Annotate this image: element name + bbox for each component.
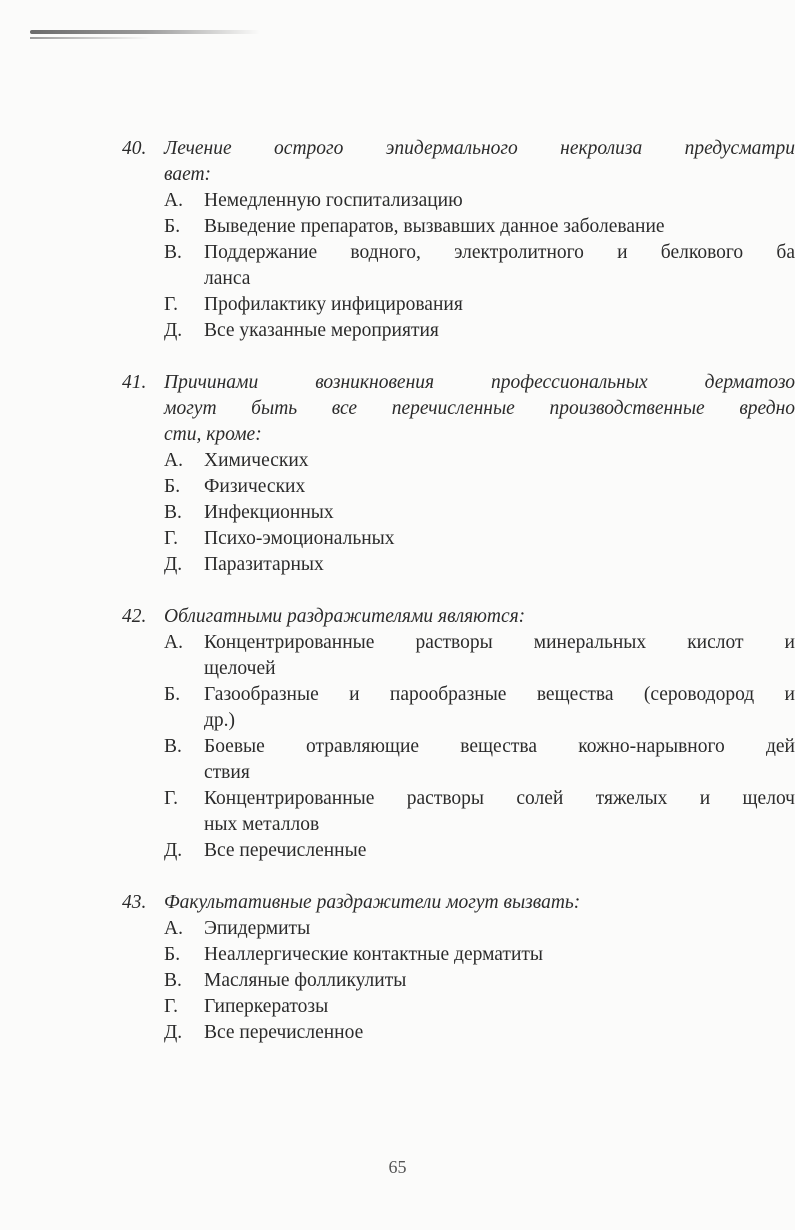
question-text (164, 136, 795, 188)
option-letter: Г. (164, 788, 178, 809)
option-text: Все указанные мероприятия (204, 320, 439, 341)
answer-option (164, 188, 795, 214)
option-letter: Б. (164, 216, 181, 237)
question-text-line: сти, кроме: (164, 424, 262, 445)
option-letter: Г. (164, 996, 178, 1017)
option-letter: В. (164, 736, 182, 757)
option-text: Газообразные и парообразные вещества (сероводород и (204, 684, 795, 705)
question-40 (122, 136, 795, 344)
scan-artifact (30, 37, 150, 39)
option-text: Боевые отравляющие вещества кожно-нарывного дей (204, 736, 795, 757)
option-letter: А. (164, 450, 183, 471)
answer-option (164, 994, 795, 1020)
answer-options (122, 448, 795, 578)
answer-option (164, 474, 795, 500)
answer-option (164, 240, 795, 292)
answer-option (164, 448, 795, 474)
option-letter: Г. (164, 294, 178, 315)
option-text: Немедленную госпитализацию (204, 190, 463, 211)
question-number: 40. (122, 138, 147, 159)
answer-option (164, 916, 795, 942)
option-text: Все перечисленные (204, 840, 367, 861)
option-letter: Д. (164, 1022, 183, 1043)
question-text-line: могут быть все перечисленные производственные вредно (164, 398, 795, 419)
option-text: Инфекционных (204, 502, 334, 523)
answer-option (164, 630, 795, 682)
option-letter: Д. (164, 840, 183, 861)
option-text: щелочей (204, 658, 276, 679)
option-text: Профилактику инфицирования (204, 294, 463, 315)
option-text: др.) (204, 710, 236, 731)
option-letter: Д. (164, 320, 183, 341)
question-number: 43. (122, 892, 147, 913)
page-content (122, 136, 795, 1096)
question-number: 41. (122, 372, 147, 393)
answer-option (164, 318, 795, 344)
answer-option (164, 500, 795, 526)
question-text (164, 890, 795, 916)
question-text-line: Облигатными раздражителями являются: (164, 606, 526, 627)
option-text: Гиперкератозы (204, 996, 329, 1017)
option-letter: Б. (164, 684, 181, 705)
option-letter: В. (164, 242, 182, 263)
question-text (164, 604, 795, 630)
question-text-line: Факультативные раздражители могут вызвать: (164, 892, 581, 913)
question-41 (122, 370, 795, 578)
option-text: Поддержание водного, электролитного и белкового ба (204, 242, 795, 263)
option-text: Физических (204, 476, 306, 497)
answer-option (164, 942, 795, 968)
option-text: Химических (204, 450, 309, 471)
option-text: Выведение препаратов, вызвавших данное заболевание (204, 216, 665, 237)
option-letter: Б. (164, 476, 181, 497)
answer-option (164, 552, 795, 578)
option-text: Концентрированные растворы солей тяжелых и щелоч (204, 788, 795, 809)
question-text-line: Лечение острого эпидермального некролиза предусматри (164, 138, 795, 159)
answer-option (164, 734, 795, 786)
answer-option (164, 1020, 795, 1046)
scan-artifact (30, 30, 260, 34)
answer-option (164, 682, 795, 734)
answer-option (164, 786, 795, 838)
option-letter: Д. (164, 554, 183, 575)
question-text-line: Причинами возникновения профессиональных дерматозо (164, 372, 795, 393)
answer-options (122, 188, 795, 344)
answer-option (164, 214, 795, 240)
option-letter: А. (164, 918, 183, 939)
option-letter: В. (164, 502, 182, 523)
question-42 (122, 604, 795, 864)
option-text: Неаллергические контактные дерматиты (204, 944, 544, 965)
option-text: ствия (204, 762, 250, 783)
answer-option (164, 968, 795, 994)
answer-options (122, 630, 795, 864)
option-text: Эпидермиты (204, 918, 311, 939)
answer-option (164, 838, 795, 864)
answer-option (164, 526, 795, 552)
option-text: Паразитарных (204, 554, 324, 575)
option-text: Масляные фолликулиты (204, 970, 407, 991)
answer-option (164, 292, 795, 318)
option-letter: Б. (164, 944, 181, 965)
question-text (164, 370, 795, 448)
option-text: ных металлов (204, 814, 320, 835)
option-text: Все перечисленное (204, 1022, 364, 1043)
question-text-line: вает: (164, 164, 212, 185)
question-43 (122, 890, 795, 1046)
option-letter: Г. (164, 528, 178, 549)
answer-options (122, 916, 795, 1046)
option-letter: А. (164, 632, 183, 653)
page-number: 65 (388, 1157, 407, 1177)
option-letter: В. (164, 970, 182, 991)
question-number: 42. (122, 606, 147, 627)
option-letter: А. (164, 190, 183, 211)
option-text: Концентрированные растворы минеральных кислот и (204, 632, 795, 653)
option-text: Психо-эмоциональных (204, 528, 395, 549)
option-text: ланса (204, 268, 251, 289)
